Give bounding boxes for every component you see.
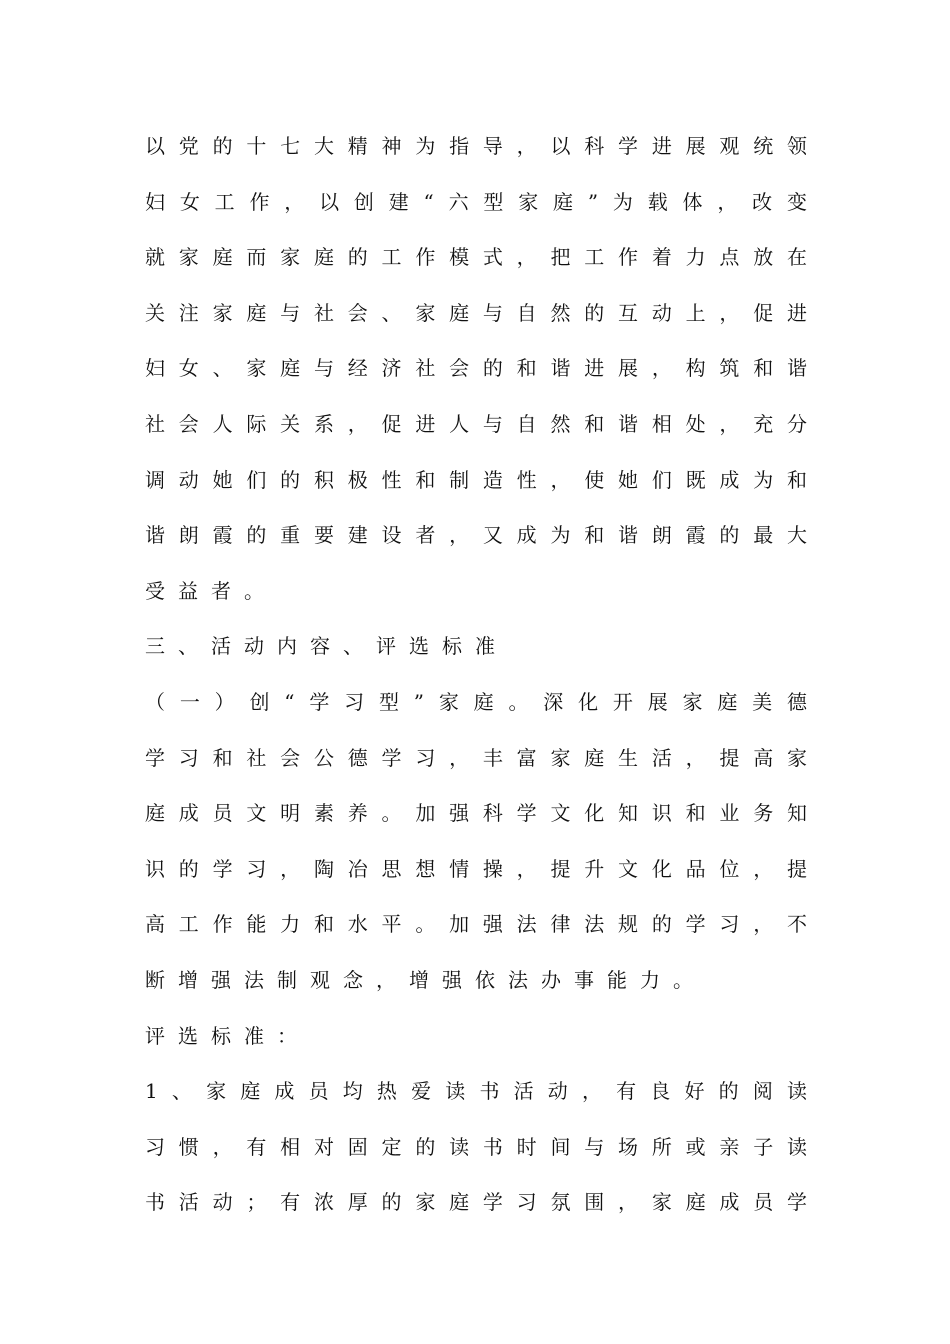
- text-line-11: （​一​）​创​“​学​习​型​”​家​庭​。​深​化​开​展​家​庭​美​德: [145, 689, 807, 714]
- text-line-1: 以​党​的​十​七​大​精​神​为​指​导​，​以​科​学​进​展​观​统​领: [145, 134, 807, 158]
- text-line-2: 妇​女​工​作​，​以​创​建​“​六​型​家​庭​”​为​载​体​，​改​变: [145, 189, 807, 214]
- criteria-heading: 评选标准：: [145, 1023, 310, 1048]
- text-line-15: 高​工​作​能​力​和​水​平​。​加​强​法​律​法​规​的​学​习​，​不: [145, 912, 807, 937]
- text-line-9: 受益者。: [145, 578, 277, 603]
- text-line-12: 学​习​和​社​会​公​德​学​习​，​丰​富​家​庭​生​活​，​提​高​家: [145, 745, 807, 770]
- text-line-18: 1​、​家​庭​成​员​均​热​爱​读​书​活​动​，​有​良​好​的​阅​读: [145, 1079, 807, 1104]
- text-line-7: 调​动​她​们​的​积​极​性​和​制​造​性​，​使​她​们​既​成​为​和: [145, 467, 807, 492]
- text-line-5: 妇​女​、​家​庭​与​经​济​社​会​的​和​谐​进​展​，​构​筑​和​谐: [145, 356, 807, 381]
- text-line-6: 社​会​人​际​关​系​，​促​进​人​与​自​然​和​谐​相​处​，​充​分: [145, 411, 807, 436]
- document-page: [145, 119, 807, 1231]
- text-line-20: 书​活​动​；​有​浓​厚​的​家​庭​学​习​氛​围​，​家​庭​成​员​学: [145, 1190, 807, 1215]
- text-line-4: 关​注​家​庭​与​社​会​、​家​庭​与​自​然​的​互​动​上​，​促​进: [145, 300, 807, 325]
- text-line-13: 庭​成​员​文​明​素​养​。​加​强​科​学​文​化​知​识​和​业​务​知: [145, 801, 807, 826]
- section-heading: 三、活动内容、评选标准: [145, 634, 508, 659]
- text-line-14: 识​的​学​习​，​陶​冶​思​想​情​操​，​提​升​文​化​品​位​，​提: [145, 856, 807, 881]
- text-line-3: 就​家​庭​而​家​庭​的​工​作​模​式​，​把​工​作​着​力​点​放​在: [145, 245, 807, 270]
- text-line-16: 断增强法制观念，增强依法办事能力。: [145, 967, 706, 992]
- text-line-8: 谐​朗​霞​的​重​要​建​设​者​，​又​成​为​和​谐​朗​霞​的​最​大: [145, 523, 807, 548]
- text-line-19: 习​惯​，​有​相​对​固​定​的​读​书​时​间​与​场​所​或​亲​子​读: [145, 1134, 807, 1159]
